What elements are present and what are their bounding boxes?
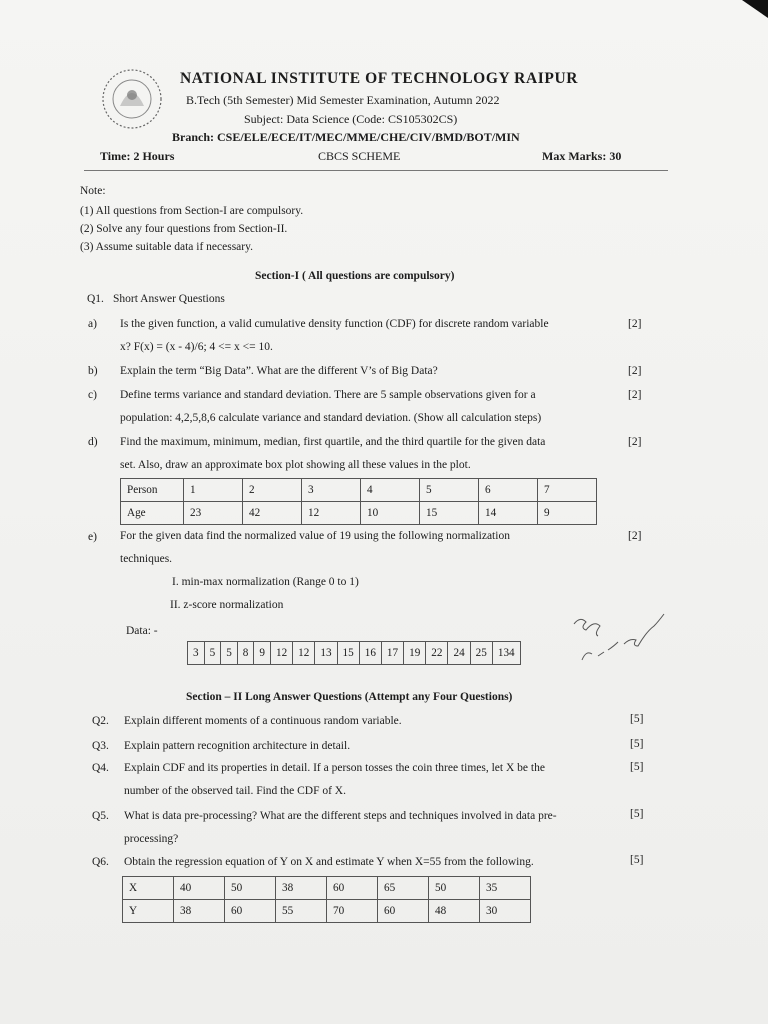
table-cell: 9 <box>538 502 597 525</box>
table-cell: 15 <box>420 502 479 525</box>
branch-line: Branch: CSE/ELE/ECE/IT/MEC/MME/CHE/CIV/BMD/BOT/MIN <box>172 130 520 144</box>
question-label: Q3. <box>92 740 109 752</box>
table-row <box>123 877 531 900</box>
question-label: Q2. <box>92 715 109 727</box>
technique-item: I. min-max normalization (Range 0 to 1) <box>172 576 359 588</box>
table-cell: 60 <box>327 877 378 900</box>
part-c-line: Define terms variance and standard deviation. There are 5 sample observations given for a <box>120 389 536 401</box>
table-cell: 5 <box>420 479 479 502</box>
q1-label: Q1. <box>87 293 104 305</box>
technique-item: II. z-score normalization <box>170 599 284 611</box>
table-cell: 5 <box>204 642 221 665</box>
table-cell: 60 <box>225 900 276 923</box>
table-cell: 3 <box>188 642 205 665</box>
part-label: e) <box>88 531 97 543</box>
table-cell: 16 <box>359 642 381 665</box>
table-row <box>121 479 597 502</box>
note-item: (3) Assume suitable data if necessary. <box>80 241 253 253</box>
table-cell: 23 <box>184 502 243 525</box>
table-cell: 24 <box>448 642 470 665</box>
table-cell: 55 <box>276 900 327 923</box>
marks-label: [5] <box>630 808 644 820</box>
part-label: b) <box>88 365 98 377</box>
part-d-line: Find the maximum, minimum, median, first quartile, and the third quartile for the given data <box>120 436 546 448</box>
part-e-line: techniques. <box>120 553 173 565</box>
part-a-line: x? F(x) = (x - 4)/6; 4 <= x <= 10. <box>120 341 273 353</box>
question-label: Q6. <box>92 856 109 868</box>
q5-line: What is data pre-processing? What are the different steps and techniques involved in data pre- <box>124 810 557 822</box>
table-cell: 50 <box>225 877 276 900</box>
max-marks: Max Marks: 30 <box>542 149 622 163</box>
marks-label: [2] <box>628 436 642 448</box>
table-cell: 2 <box>243 479 302 502</box>
table-cell: 50 <box>429 877 480 900</box>
table-cell: 12 <box>302 502 361 525</box>
person-age-table <box>120 478 597 525</box>
table-row <box>121 502 597 525</box>
table-cell: 9 <box>254 642 271 665</box>
table-cell: Age <box>121 502 184 525</box>
question-label: Q4. <box>92 762 109 774</box>
regression-table <box>122 876 531 923</box>
table-cell: 70 <box>327 900 378 923</box>
institute-seal-logo <box>96 66 168 132</box>
table-cell: 3 <box>302 479 361 502</box>
question-label: Q5. <box>92 810 109 822</box>
table-cell: 40 <box>174 877 225 900</box>
note-item: (1) All questions from Section-I are compulsory. <box>80 205 304 217</box>
note-title: Note: <box>80 185 106 197</box>
scheme-label: CBCS SCHEME <box>318 149 401 163</box>
table-cell: 13 <box>315 642 337 665</box>
section2-heading: Section – II Long Answer Questions (Attempt any Four Questions) <box>186 691 513 703</box>
table-cell: 1 <box>184 479 243 502</box>
q3-line: Explain pattern recognition architecture in detail. <box>124 740 351 752</box>
q6-line: Obtain the regression equation of Y on X and estimate Y when X=55 from the following. <box>124 856 534 868</box>
table-cell: 30 <box>480 900 531 923</box>
table-cell: Y <box>123 900 174 923</box>
part-label: d) <box>88 436 98 448</box>
header-divider <box>84 170 668 171</box>
part-label: a) <box>88 318 97 330</box>
table-row <box>123 900 531 923</box>
marks-label: [5] <box>630 854 644 866</box>
data-label: Data: - <box>126 625 158 637</box>
subject-line: Subject: Data Science (Code: CS105302CS) <box>244 112 458 126</box>
table-cell: 14 <box>479 502 538 525</box>
data-values-table <box>187 641 521 665</box>
marks-label: [5] <box>630 761 644 773</box>
marks-label: [2] <box>628 365 642 377</box>
marks-label: [2] <box>628 389 642 401</box>
time-allowed: Time: 2 Hours <box>100 149 175 163</box>
table-cell: 8 <box>237 642 254 665</box>
section1-heading: Section-I ( All questions are compulsory) <box>255 270 455 282</box>
note-item: (2) Solve any four questions from Section-II. <box>80 223 288 235</box>
table-cell: 7 <box>538 479 597 502</box>
exam-title: B.Tech (5th Semester) Mid Semester Examination, Autumn 2022 <box>186 93 500 107</box>
part-a-line: Is the given function, a valid cumulative density function (CDF) for discrete random variable <box>120 318 549 330</box>
part-label: c) <box>88 389 97 401</box>
handwritten-scribble <box>568 596 668 668</box>
table-cell: 134 <box>492 642 520 665</box>
table-cell: 22 <box>426 642 448 665</box>
table-cell: 19 <box>404 642 426 665</box>
part-e-line: For the given data find the normalized value of 19 using the following normalization <box>120 530 510 542</box>
q4-line: Explain CDF and its properties in detail. If a person tosses the coin three times, let X be the <box>124 762 545 774</box>
page-corner-fold <box>742 0 768 18</box>
part-d-line: set. Also, draw an approximate box plot showing all these values in the plot. <box>120 459 471 471</box>
table-cell: 10 <box>361 502 420 525</box>
q2-line: Explain different moments of a continuous random variable. <box>124 715 402 727</box>
table-row <box>188 642 521 665</box>
table-cell: 65 <box>378 877 429 900</box>
table-cell: Person <box>121 479 184 502</box>
table-cell: 25 <box>470 642 492 665</box>
table-cell: 17 <box>381 642 403 665</box>
marks-label: [2] <box>628 530 642 542</box>
q5-line: processing? <box>124 833 179 845</box>
institute-name: NATIONAL INSTITUTE OF TECHNOLOGY RAIPUR <box>180 70 579 87</box>
table-cell: 15 <box>337 642 359 665</box>
table-cell: 12 <box>293 642 315 665</box>
table-cell: 12 <box>270 642 292 665</box>
table-cell: 42 <box>243 502 302 525</box>
table-cell: 6 <box>479 479 538 502</box>
table-cell: 35 <box>480 877 531 900</box>
part-b-line: Explain the term “Big Data”. What are the different V’s of Big Data? <box>120 365 438 377</box>
table-cell: 38 <box>276 877 327 900</box>
part-c-line: population: 4,2,5,8,6 calculate variance and standard deviation. (Show all calculation steps) <box>120 412 542 424</box>
table-cell: 5 <box>221 642 238 665</box>
marks-label: [5] <box>630 738 644 750</box>
marks-label: [2] <box>628 318 642 330</box>
table-cell: X <box>123 877 174 900</box>
table-cell: 48 <box>429 900 480 923</box>
q4-line: number of the observed tail. Find the CDF of X. <box>124 785 346 797</box>
table-cell: 60 <box>378 900 429 923</box>
marks-label: [5] <box>630 713 644 725</box>
table-cell: 38 <box>174 900 225 923</box>
table-cell: 4 <box>361 479 420 502</box>
q1-title: Short Answer Questions <box>113 293 225 305</box>
